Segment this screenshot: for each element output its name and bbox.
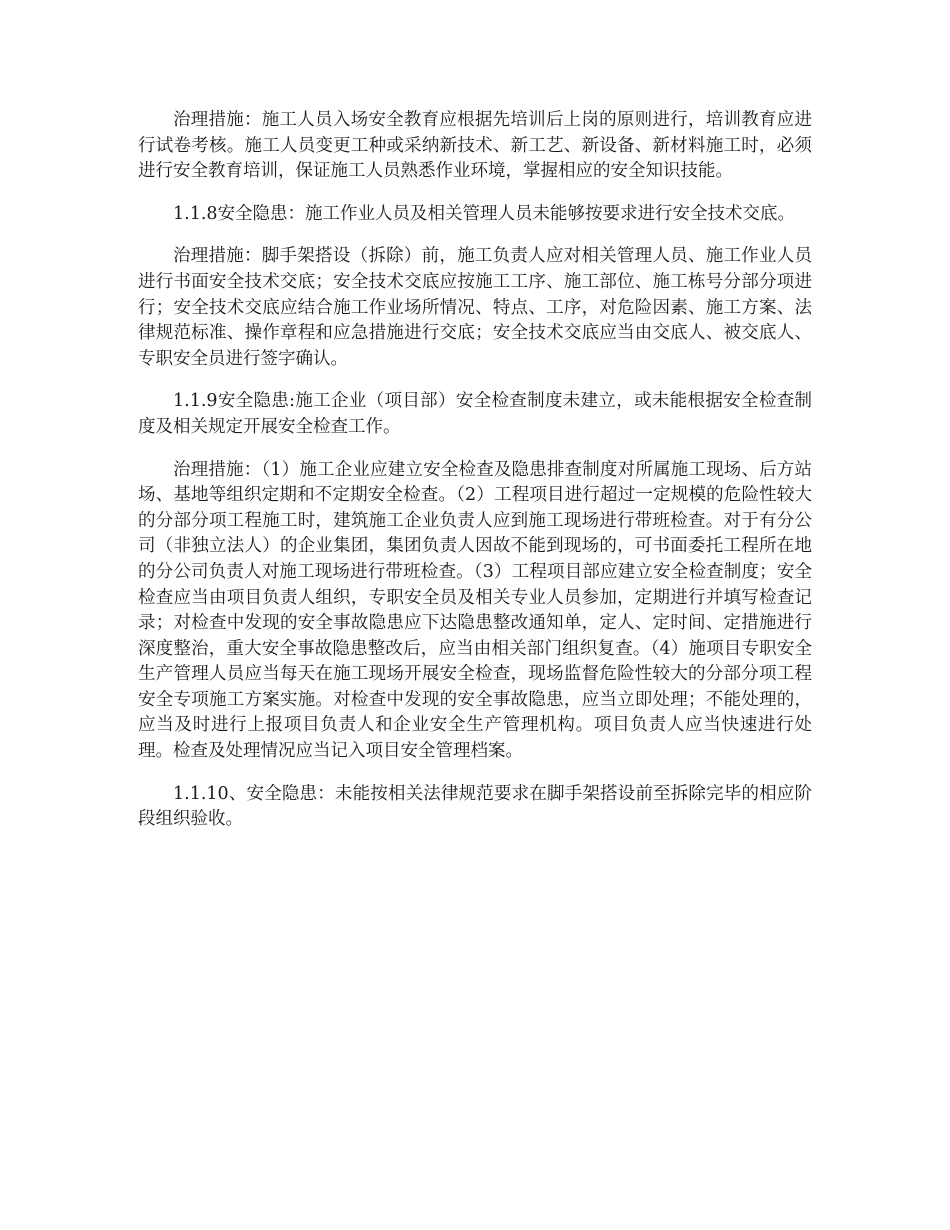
paragraph-safety-education-measures: 治理措施：施工人员入场安全教育应根据先培训后上岗的原则进行，培训教育应进行试卷考核。施工人员变更工种或采纳新技术、新工艺、新设备、新材料施工时，必须进行安全教育培训，保证施工人员熟悉作业环境，掌握相应的安全知识技能。 [138,110,812,182]
paragraph-safety-inspection-measures: 治理措施：（1）施工企业应建立安全检查及隐患排查制度对所属施工现场、后方站场、基地等组织定期和不定期安全检查。（2）工程项目进行超过一定规模的危险性较大的分部分项工程施工时，建筑施工企业负责人应到施工现场进行带班检查。对于有分公司（非独立法人）的企业集团，集团负责人因故不能到现场的，可书面委托工程所在地的分公司负责人对施工现场进行带班检查。（3）工程项目部应建立安全检查制度；安全检查应当由项目负责人组织，专职安全员及相关专业人员参加，定期进行并填写检查记录；对检查中发现的安全事故隐患应下达隐患整改通知单，定人、定时间、定措施进行深度整治，重大安全事故隐患整改后，应当由相关部门组织复查。（4）施项目专职安全生产管理人员应当每天在施工现场开展安全检查，现场监督危险性较大的分部分项工程安全专项施工方案实施。对检查中发现的安全事故隐患，应当立即处理；不能处理的，应当及时进行上报项目负责人和企业安全生产管理机构。项目负责人应当快速进行处理。检查及处理情况应当记入项目安全管理档案。 [138,459,812,762]
paragraph-technical-briefing-measures: 治理措施：脚手架搭设（拆除）前，施工负责人应对相关管理人员、施工作业人员进行书面安全技术交底；安全技术交底应按施工工序、施工部位、施工栋号分部分项进行；安全技术交底应结合施工作业场所情况、特点、工序，对危险因素、施工方案、法律规范标准、操作章程和应急措施进行交底；安全技术交底应当由交底人、被交底人、专职安全员进行签字确认。 [138,246,812,369]
paragraph-hazard-1-1-9: 1.1.9安全隐患:施工企业（项目部）安全检查制度未建立，或未能根据安全检查制度及相关规定开展安全检查工作。 [138,391,812,437]
document-body [138,108,812,850]
paragraph-hazard-1-1-10: 1.1.10、安全隐患：未能按相关法律规范要求在脚手架搭设前至拆除完毕的相应阶段组织验收。 [138,783,812,830]
paragraph-hazard-1-1-8: 1.1.8安全隐患：施工作业人员及相关管理人员未能够按要求进行安全技术交底。 [173,203,796,224]
